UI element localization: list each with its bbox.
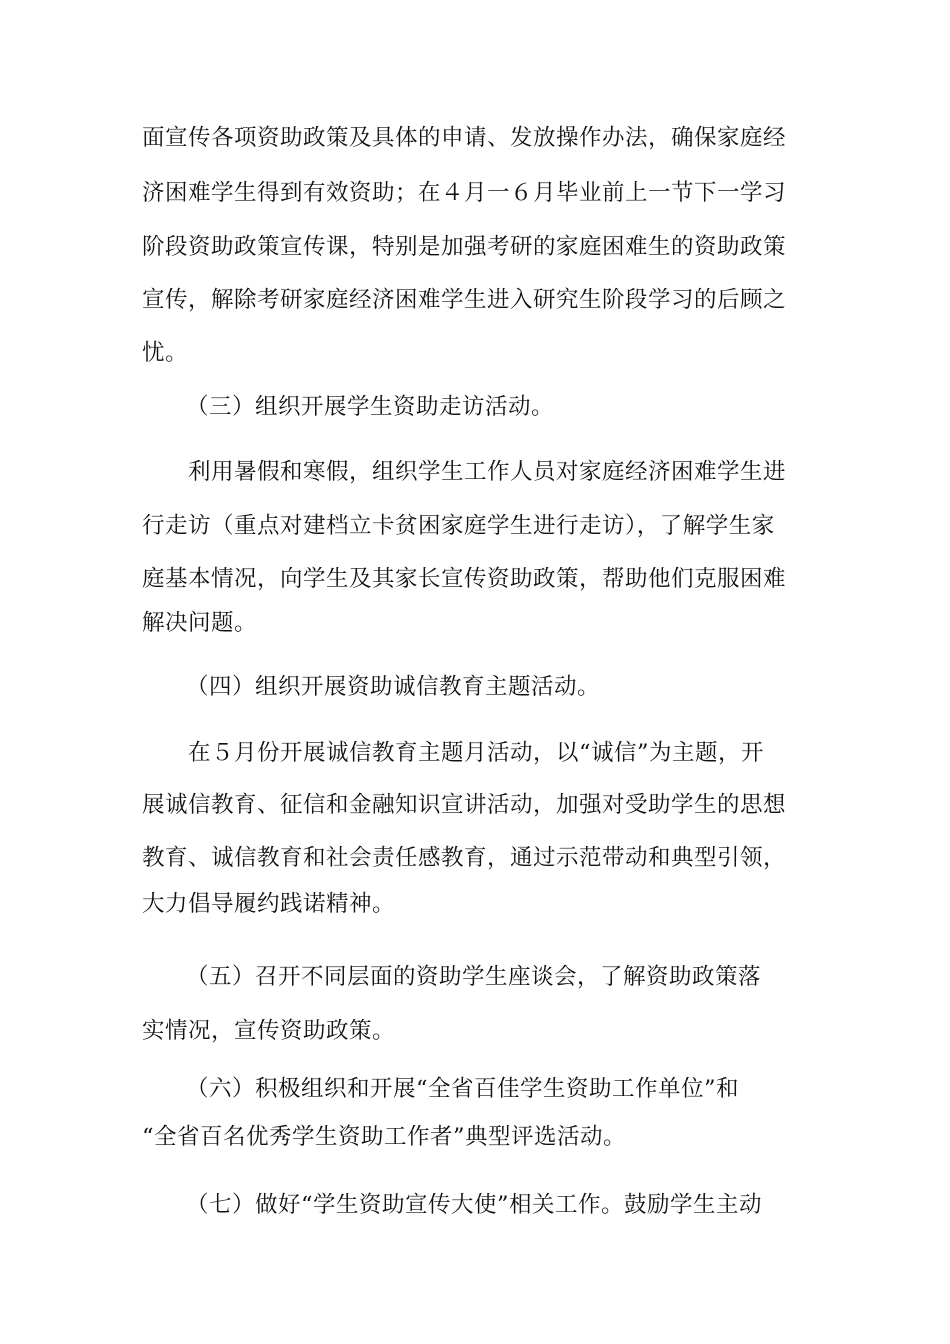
section-heading-4: （四）组织开展资助诚信教育主题活动。 [186, 674, 601, 700]
paragraph-first-line: 利用暑假和寒假，组织学生工作人员对家庭经济困难学生进 [188, 459, 787, 485]
text-line: 面宣传各项资助政策及具体的申请、发放操作办法，确保家庭经 [142, 125, 787, 151]
text-line: 宣传，解除考研家庭经济困难学生进入研究生阶段学习的后顾之 [142, 287, 787, 313]
section-heading-5: （五）召开不同层面的资助学生座谈会，了解资助政策落 [186, 964, 762, 990]
section-heading-3: （三）组织开展学生资助走访活动。 [186, 394, 555, 420]
text-line: 展诚信教育、征信和金融知识宣讲活动，加强对受助学生的思想 [142, 792, 787, 818]
text-line: 济困难学生得到有效资助；在４月一６月毕业前上一节下一学习 [142, 180, 787, 206]
text-line: 行走访（重点对建档立卡贫困家庭学生进行走访），了解学生家 [142, 513, 775, 539]
text-line: 阶段资助政策宣传课，特别是加强考研的家庭困难生的资助政策 [142, 234, 787, 260]
section-heading-7: （七）做好“学生资助宣传大使”相关工作。鼓励学生主动 [186, 1192, 763, 1218]
text-line: 教育、诚信教育和社会责任感教育，通过示范带动和典型引领， [142, 845, 787, 871]
text-line: 忧。 [142, 340, 189, 366]
text-line: 庭基本情况，向学生及其家长宣传资助政策，帮助他们克服困难 [142, 566, 787, 592]
text-line: 大力倡导履约践诺精神。 [142, 891, 396, 917]
text-line: 实情况，宣传资助政策。 [142, 1018, 396, 1044]
paragraph-first-line: 在５月份开展诚信教育主题月活动，以“诚信”为主题，开 [188, 740, 765, 766]
text-line: “全省百名优秀学生资助工作者”典型评选活动。 [142, 1124, 627, 1150]
section-heading-6: （六）积极组织和开展“全省百佳学生资助工作单位”和 [186, 1076, 740, 1102]
text-line: 解决问题。 [142, 610, 258, 636]
